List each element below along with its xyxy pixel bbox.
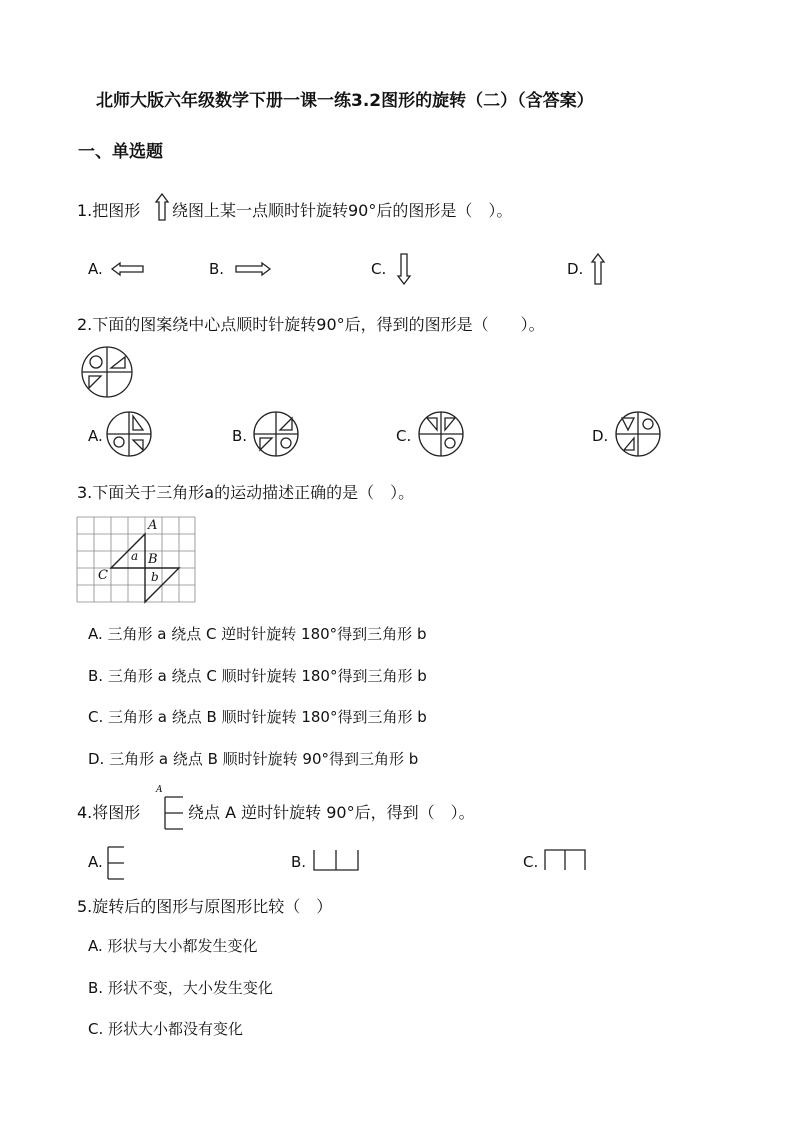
q2-option-c-label[interactable]: C. bbox=[396, 427, 412, 445]
q3-option-d[interactable]: D. 三角形 a 绕点 B 顺时针旋转 90°得到三角形 b bbox=[88, 750, 419, 768]
q5-option-b[interactable]: B. 形状不变，大小发生变化 bbox=[88, 979, 273, 997]
q3-label-a: a bbox=[131, 549, 139, 563]
q4-option-a-label[interactable]: A. bbox=[88, 853, 103, 871]
q2-option-d-label[interactable]: D. bbox=[592, 427, 609, 445]
q1-option-b-right-arrow-icon bbox=[234, 262, 272, 276]
q1-option-d-up-arrow-icon bbox=[590, 252, 606, 286]
q1-option-b-label[interactable]: B. bbox=[209, 260, 225, 278]
q2-original-pattern bbox=[80, 345, 134, 399]
q3-label-A: A bbox=[148, 518, 158, 533]
q4-option-c-figure bbox=[543, 848, 587, 872]
q2-option-a-pattern bbox=[105, 410, 153, 458]
q1-text-before: 1.把图形 bbox=[77, 201, 141, 220]
q4-text-after: 绕点 A 逆时针旋转 90°后，得到（ ）。 bbox=[188, 803, 475, 822]
q4-option-b-figure bbox=[312, 848, 360, 872]
q3-label-B: B bbox=[148, 552, 158, 567]
q4-option-b-label[interactable]: B. bbox=[291, 853, 307, 871]
q4-option-a-figure bbox=[106, 845, 128, 881]
q1-option-a-left-arrow-icon bbox=[110, 262, 146, 276]
q3-option-b[interactable]: B. 三角形 a 绕点 C 顺时针旋转 180°得到三角形 b bbox=[88, 667, 427, 685]
q5-text: 5.旋转后的图形与原图形比较（ ） bbox=[77, 897, 333, 916]
q5-option-c[interactable]: C. 形状大小都没有变化 bbox=[88, 1020, 244, 1038]
section-heading: 一、单选题 bbox=[78, 142, 163, 162]
q1-option-d-label[interactable]: D. bbox=[567, 260, 584, 278]
q5-option-a[interactable]: A. 形状与大小都发生变化 bbox=[88, 937, 258, 955]
q3-option-c[interactable]: C. 三角形 a 绕点 B 顺时针旋转 180°得到三角形 b bbox=[88, 708, 427, 726]
q1-option-c-label[interactable]: C. bbox=[371, 260, 387, 278]
q2-text: 2.下面的图案绕中心点顺时针旋转90°后，得到的图形是（ ）。 bbox=[77, 315, 545, 334]
q2-option-b-label[interactable]: B. bbox=[232, 427, 248, 445]
q2-option-d-pattern bbox=[614, 410, 662, 458]
q2-option-a-label[interactable]: A. bbox=[88, 427, 103, 445]
up-arrow-icon bbox=[152, 192, 172, 222]
q3-label-C: C bbox=[98, 568, 108, 583]
q3-option-a[interactable]: A. 三角形 a 绕点 C 逆时针旋转 180°得到三角形 b bbox=[88, 625, 427, 643]
document-title: 北师大版六年级数学下册一课一练3.2图形的旋转（二）（含答案） bbox=[96, 91, 594, 111]
q4-figure-label-A: A bbox=[156, 785, 163, 795]
q4-text-before: 4.将图形 bbox=[77, 803, 141, 822]
q1-option-c-down-arrow-icon bbox=[396, 252, 412, 286]
q3-text: 3.下面关于三角形a的运动描述正确的是（ ）。 bbox=[77, 483, 415, 502]
q1-text-after: 绕图上某一点顺时针旋转90°后的图形是（ ）。 bbox=[172, 201, 513, 220]
q3-label-b: b bbox=[151, 570, 159, 584]
q4-option-c-label[interactable]: C. bbox=[523, 853, 539, 871]
q2-option-b-pattern bbox=[252, 410, 300, 458]
q1-option-a-label[interactable]: A. bbox=[88, 260, 103, 278]
q4-original-figure bbox=[163, 795, 187, 831]
q2-option-c-pattern bbox=[417, 410, 465, 458]
